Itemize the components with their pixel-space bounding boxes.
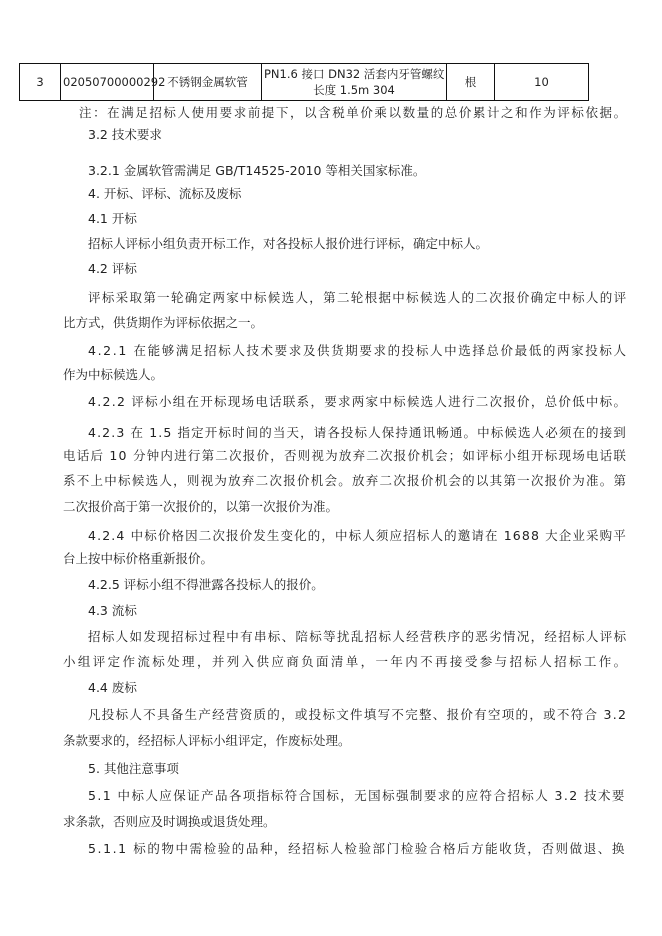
text-line: 4.2.3 在 1.5 指定开标时间的当天，请各投标人保持通讯畅通。中标候选人必须在的接到 [88, 425, 627, 440]
text-line: 4.2.2 评标小组在开标现场电话联系，要求两家中标候选人进行二次报价，总价低中标。 [88, 394, 628, 409]
text-line: 台上按中标价格重新报价。 [63, 551, 214, 566]
text-line: 5.1 中标人应保证产品各项指标符合国标，无国标强制要求的应符合招标人 3.2 技术要 [88, 788, 626, 803]
text-line: 系不上中标候选人，则视为放弃二次报价机会。放弃二次报价机会的以其第一次报价为准。第 [63, 473, 628, 488]
spec-line-2: 长度 1.5m 304 [313, 83, 395, 97]
text-line: 比方式，供货期作为评标依据之一。 [63, 315, 264, 330]
text-line: 3.2.1 金属软管需满足 GB/T14525-2010 等相关国家标准。 [88, 163, 426, 178]
text-line: 凡投标人不具备生产经营资质的，或投标文件填写不完整、报价有空项的，或不符合 3.2 [88, 707, 628, 722]
text-line: 注：在满足招标人使用要求前提下，以含税单价乘以数量的总价累计之和作为评标依据。 [79, 105, 628, 120]
text-line: 条款要求的，经招标人评标小组评定，作废标处理。 [63, 733, 351, 748]
text-line: 4.2.5 评标小组不得泄露各投标人的报价。 [88, 577, 324, 592]
text-line: 电话后 10 分钟内进行第二次报价，否则视为放弃二次报价机会；如评标小组开标现场电话联 [63, 448, 628, 463]
text-line: 4. 开标、评标、流标及废标 [88, 186, 242, 201]
text-line: 4.2.4 中标价格因二次报价发生变化的，中标人须应招标人的邀请在 1688 大企业采购平 [88, 528, 627, 543]
cell-code: 02050700000292 [61, 64, 154, 101]
cell-no: 3 [20, 64, 61, 101]
text-line: 5. 其他注意事项 [88, 761, 179, 776]
text-line: 评标采取第一轮确定两家中标候选人，第二轮根据中标候选人的二次报价确定中标人的评 [88, 290, 628, 305]
text-line: 求条款，否则应及时调换或退货处理。 [63, 814, 276, 829]
text-line: 5.1.1 标的物中需检验的品种，经招标人检验部门检验合格后方能收货，否则做退、换 [88, 841, 626, 856]
text-line: 4.2.1 在能够满足招标人技术要求及供货期要求的投标人中选择总价最低的两家投标人 [88, 343, 628, 358]
cell-spec [262, 64, 447, 101]
cell-unit: 根 [447, 64, 495, 101]
spec-line-1: PN1.6 接口 DN32 活套内牙管螺纹 [264, 67, 445, 81]
text-line: 招标人如发现招标过程中有串标、陪标等扰乱招标人经营秩序的恶劣情况，经招标人评标 [88, 629, 628, 644]
text-line: 小组评定作流标处理，并列入供应商负面清单，一年内不再接受参与招标人招标工作。 [63, 654, 629, 669]
cell-name: 不锈钢金属软管 [154, 64, 262, 101]
text-line: 招标人评标小组负责开标工作，对各投标人报价进行评标，确定中标人。 [88, 236, 489, 251]
text-line: 3.2 技术要求 [88, 127, 162, 142]
text-line: 4.1 开标 [88, 211, 137, 226]
cell-qty: 10 [495, 64, 589, 101]
text-line: 作为中标候选人。 [63, 367, 164, 382]
text-line: 4.3 流标 [88, 603, 137, 618]
text-line: 二次报价高于第一次报价的，以第一次报价为准。 [63, 499, 339, 514]
text-line: 4.4 废标 [88, 680, 137, 695]
item-table [19, 63, 589, 101]
text-line: 4.2 评标 [88, 261, 137, 276]
table-row [20, 64, 589, 101]
